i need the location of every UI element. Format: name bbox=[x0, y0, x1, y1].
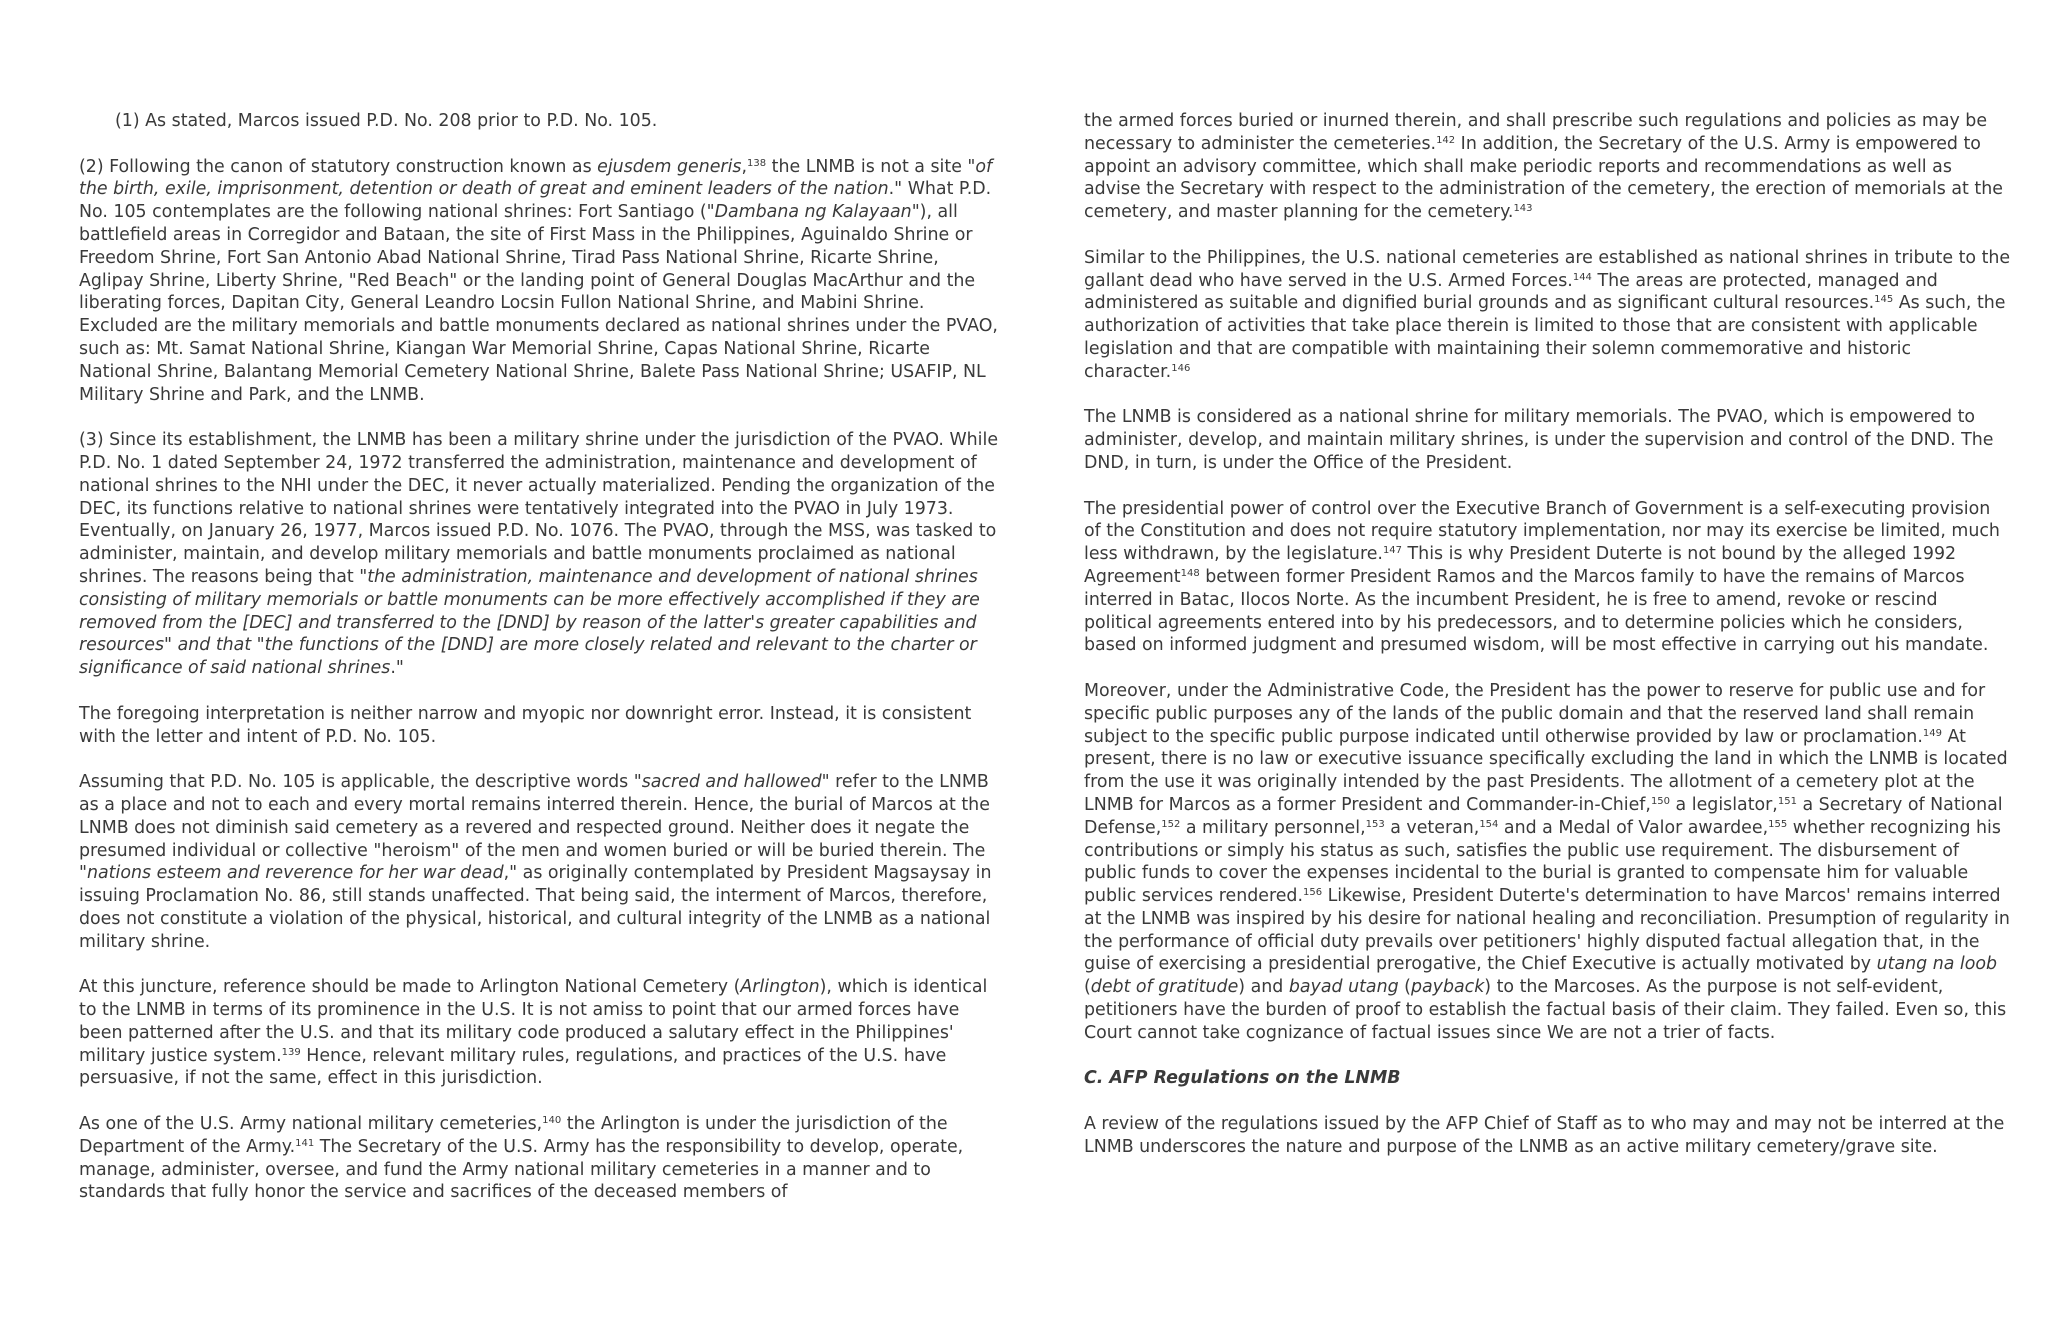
footnote-ref: 140 bbox=[542, 1115, 562, 1127]
footnote-ref: 147 bbox=[1382, 545, 1403, 557]
footnote-ref: 149 bbox=[1922, 727, 1942, 739]
footnote-ref: 150 bbox=[1650, 795, 1671, 807]
footnote-ref: 155 bbox=[1768, 818, 1788, 830]
footnote-ref: 145 bbox=[1874, 294, 1894, 306]
paragraph: (3) Since its establishment, the LNMB has been a military shrine under the jurisdiction of the PVAO. While P.D. No. 1 dated September 24, 1972 transferred the administration, maintenance and development of national shrines to the NHI under the DEC, it never actually materialized. Pending the organization of the DEC, its functions relative to national shrines were tentatively integrated into the PVAO in July 1973. Eventually, on January 26, 1977, Marcos issued P.D. No. 1076. The PVAO, through the MSS, was tasked to administer, maintain, and develop military memorials and battle monuments proclaimed as national shrines. The reasons being that "the administration, maintenance and development of national shrines consisting of military memorials or battle monuments can be more effectively accomplished if they are removed from the [DEC] and transferred to the [DND] by reason of the latter's greater capabilities and resources" and that "the functions of the [DND] are more closely related and relevant to the charter or significance of said national shrines." bbox=[79, 430, 999, 679]
footnote-ref: 151 bbox=[1777, 795, 1797, 807]
paragraph: A review of the regulations issued by the AFP Chief of Staff as to who may and may not be interred at the LNMB underscores the nature and purpose of the LNMB as an active military cemetery/grave site. bbox=[1084, 1114, 2005, 1157]
paragraph: Similar to the Philippines, the U.S. national cemeteries are established as national shrines in tribute to the gallant dead who have served in the U.S. Armed Forces.$^{144}$ The areas are protected, managed and administered as suitable and dignified burial grounds and as significant cultural resources.$^{145}$ As such, the authorization of activities that take place therein is limited to those that are consistent with applicable legislation and that are compatible with maintaining their solemn commemorative and historic character.$^{146}$ bbox=[1084, 247, 2011, 382]
paragraph: At this juncture, reference should be made to Arlington National Cemetery (Arlington), which is identical to the LNMB in terms of its prominence in the U.S. It is not amiss to point that our armed forces have been patterned after the U.S. and that its military code produced a salutary effect in the Philippines' military justice system.$^{139}$ Hence, relevant military rules, regulations, and practices of the U.S. have persuasive, if not the same, effect in this jurisdiction. bbox=[79, 977, 988, 1089]
paragraph: Moreover, under the Administrative Code, the President has the power to reserve for public use and for specific public purposes any of the lands of the public domain and that the reserved land shall remain subject to the specific public purpose indicated until otherwise provided by law or proclamation.$^{149}$ At present, there is no law or executive issuance specifically excluding the land in which the LNMB is located from the use it was originally intended by the past Presidents. The allotment of a cemetery plot at the LNMB for Marcos as a former President and Commander-in-Chief,$^{150}$ a legislator,$^{151}$ a Secretary of National Defense,$^{152}$ a military personnel,$^{153}$ a veteran,$^{154}$ and a Medal of Valor awardee,$^{155}$ whether recognizing his contributions or simply his status as such, satisfies the public use requirement. The disbursement of public funds to cover the expenses incidental to the burial is granted to compensate him for valuable public services rendered.$^{156}$ Likewise, President Duterte's determination to have Marcos' remains interred at the LNMB was inspired by his desire for national healing and reconciliation. Presumption of regularity in the performance of official duty prevails over petitioners' highly disputed factual allegation that, in the guise of exercising a presidential prerogative, the Chief Executive is actually motivated by utang na loob (debt of gratitude) and bayad utang (payback) to the Marcoses. As the purpose is not self-evident, petitioners have the burden of proof to establish the factual basis of their claim. They failed. Even so, this Court cannot take cognizance of factual issues since We are not a trier of facts. bbox=[1084, 680, 2010, 1043]
paragraph: the armed forces buried or inurned therein, and shall prescribe such regulations and policies as may be necessary to administer the cemeteries.$^{142}$ In addition, the Secretary of the U.S. Army is empowered to appoint an advisory committee, which shall make periodic reports and recommendations as well as advise the Secretary with respect to the administration of the cemetery, the erection of memorials at the cemetery, and master planning for the cemetery.$^{143}$ bbox=[1084, 111, 2003, 223]
paragraph: As one of the U.S. Army national military cemeteries,$^{140}$ the Arlington is under the jurisdiction of the Department of the Army.$^{141}$ The Secretary of the U.S. Army has the responsibility to develop, operate, manage, administer, oversee, and fund the Army national military cemeteries in a manner and to standards that fully honor the service and sacrifices of the deceased members of bbox=[79, 1114, 964, 1203]
paragraph: (2) Following the canon of statutory construction known as ejusdem generis,$^{138}$ the LNMB is not a site "of the birth, exile, imprisonment, detention or death of great and eminent leaders of the nation." What P.D. No. 105 contemplates are the following national shrines: Fort Santiago ("Dambana ng Kalayaan"), all battlefield areas in Corregidor and Bataan, the site of First Mass in the Philippines, Aguinaldo Shrine or Freedom Shrine, Fort San Antonio Abad National Shrine, Tirad Pass National Shrine, Ricarte Shrine, Aglipay Shrine, Liberty Shrine, "Red Beach" or the landing point of General Douglas MacArthur and the liberating forces, Dapitan City, General Leandro Locsin Fullon National Shrine, and Mabini Shrine. Excluded are the military memorials and battle monuments declared as national shrines under the PVAO, such as: Mt. Samat National Shrine, Kiangan War Memorial Shrine, Capas National Shrine, Ricarte National Shrine, Balantang Memorial Cemetery National Shrine, Balete Pass National Shrine; USAFIP, NL Military Shrine and Park, and the LNMB. bbox=[79, 156, 998, 405]
paragraph: Assuming that P.D. No. 105 is applicable, the descriptive words "sacred and hallowed" refer to the LNMB as a place and not to each and every mortal remains interred therein. Hence, the burial of Marcos at the LNMB does not diminish said cemetery as a revered and respected ground. Neither does it negate the presumed individual or collective "heroism" of the men and women buried or will be buried therein. The "nations esteem and reverence for her war dead," as originally contemplated by President Magsaysay in issuing Proclamation No. 86, still stands unaffected. That being said, the interment of Marcos, therefore, does not constitute a violation of the physical, historical, and cultural integrity of the LNMB as a national military shrine. bbox=[79, 772, 992, 952]
paragraph: The LNMB is considered as a national shrine for military memorials. The PVAO, which is empowered to administer, develop, and maintain military shrines, is under the supervision and control of the DND. The DND, in turn, is under the Office of the President. bbox=[1084, 407, 1994, 473]
footnote-ref: 144 bbox=[1572, 271, 1592, 283]
paragraph: (1) As stated, Marcos issued P.D. No. 208 prior to P.D. No. 105. bbox=[115, 111, 658, 131]
footnote-ref: 141 bbox=[295, 1137, 315, 1149]
footnote-ref: 142 bbox=[1436, 134, 1456, 146]
footnote-ref: 139 bbox=[281, 1046, 301, 1058]
footnote-ref: 156 bbox=[1303, 887, 1323, 899]
footnote-ref: 154 bbox=[1479, 818, 1499, 830]
paragraph: The foregoing interpretation is neither narrow and myopic nor downright error. Instead, it is consistent with the letter and intent of P.D. No. 105. bbox=[79, 703, 972, 747]
footnote-ref: 153 bbox=[1365, 818, 1385, 830]
left-column bbox=[79, 110, 1006, 1227]
footnote-ref: 143 bbox=[1513, 203, 1533, 215]
right-column bbox=[1084, 110, 2011, 1181]
footnote-ref: 148 bbox=[1180, 567, 1200, 579]
paragraph: The presidential power of control over the Executive Branch of Government is a self-executing provision of the Constitution and does not require statutory implementation, nor may its exercise be limited, much less withdrawn, by the legislature.$^{147}$ This is why President Duterte is not bound by the alleged 1992 Agreement$^{148}$ between former President Ramos and the Marcos family to have the remains of Marcos interred in Batac, Ilocos Norte. As the incumbent President, he is free to amend, revoke or rescind political agreements entered into by his predecessors, and to determine policies which he considers, based on informed judgment and presumed wisdom, will be most effective in carrying out his mandate. bbox=[1084, 498, 2000, 656]
footnote-ref: 146 bbox=[1171, 362, 1191, 374]
footnote-ref: 138 bbox=[747, 157, 767, 169]
footnote-ref: 152 bbox=[1161, 818, 1181, 830]
section-heading: C. AFP Regulations on the LNMB bbox=[1084, 1068, 1401, 1089]
